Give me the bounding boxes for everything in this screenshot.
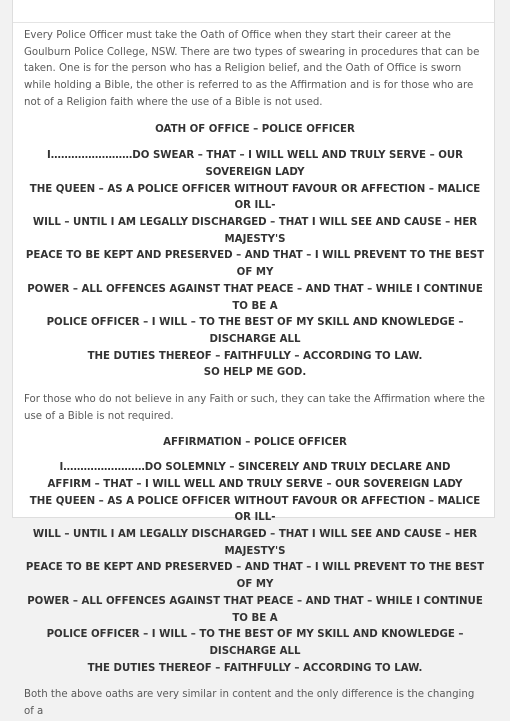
oath-line: POLICE OFFICER – I WILL – TO THE BEST OF MY SKILL AND KNOWLEDGE – DISCHARGE ALL xyxy=(46,317,464,345)
affirmation-line: WILL – UNTIL I AM LEGALLY DISCHARGED – THAT I WILL SEE AND CAUSE – HER MAJESTY'S xyxy=(32,528,478,557)
oath-line: THE DUTIES THEREOF – FAITHFULLY – ACCORDING TO LAW. xyxy=(87,350,423,362)
oath-line: PEACE TO BE KEPT AND PRESERVED – AND THAT – I WILL PREVENT TO THE BEST OF MY xyxy=(25,250,485,279)
affirmation-line: AFFIRM – THAT – I WILL WELL AND TRULY SERVE – OUR SOVEREIGN LADY xyxy=(47,478,463,490)
affirmation-intro-paragraph: For those who do not believe in any Faith or such, they can take the Affirmation where the use of a Bible is not required. xyxy=(24,394,485,422)
affirmation-line: THE DUTIES THEREOF – FAITHFULLY – ACCORDING TO LAW. xyxy=(87,662,423,674)
header-divider xyxy=(13,22,494,23)
intro-paragraph: Every Police Officer must take the Oath of Office when they start their career at the Goulburn Police College, NSW. There are two types of swearing in procedures that can be taken. One is for the person who has a Religion belief, and the Oath of Office is sworn while holding a Bible, the other is referred to as the Affirmation and is for those who are not of a Religion faith where the use of a Bible is not used. xyxy=(24,30,480,108)
oath-line: POWER – ALL OFFENCES AGAINST THAT PEACE – AND THAT – WHILE I CONTINUE TO BE A xyxy=(27,283,483,312)
affirmation-text xyxy=(24,460,486,677)
article-body xyxy=(24,28,486,721)
oath-line: WILL – UNTIL I AM LEGALLY DISCHARGED – THAT I WILL SEE AND CAUSE – HER MAJESTY'S xyxy=(32,217,478,245)
article-card xyxy=(12,0,495,718)
oath-closing-line: SO HELP ME GOD. xyxy=(203,367,307,379)
oath-text xyxy=(24,148,486,382)
closing-paragraph: Both the above oaths are very similar in content and the only difference is the changing of a xyxy=(24,689,475,718)
oath-heading: OATH OF OFFICE – POLICE OFFICER xyxy=(155,123,355,135)
affirmation-line: THE QUEEN – AS A POLICE OFFICER WITHOUT FAVOUR OR AFFECTION – MALICE OR ILL- xyxy=(29,495,481,524)
oath-line: I……………………DO SWEAR – THAT – I WILL WELL AND TRULY SERVE – OUR SOVEREIGN LADY xyxy=(47,150,463,178)
affirmation-line: POWER – ALL OFFENCES AGAINST THAT PEACE – AND THAT – WHILE I CONTINUE TO BE A xyxy=(27,595,483,624)
affirmation-line: I……………………DO SOLEMNLY – SINCERELY AND TRULY DECLARE AND xyxy=(59,462,451,474)
affirmation-line: PEACE TO BE KEPT AND PRESERVED – AND THAT – I WILL PREVENT TO THE BEST OF MY xyxy=(25,562,485,591)
affirmation-line: POLICE OFFICER – I WILL – TO THE BEST OF MY SKILL AND KNOWLEDGE – DISCHARGE ALL xyxy=(46,629,464,657)
oath-line: THE QUEEN – AS A POLICE OFFICER WITHOUT FAVOUR OR AFFECTION – MALICE OR ILL- xyxy=(29,183,481,212)
affirmation-heading: AFFIRMATION – POLICE OFFICER xyxy=(163,437,347,449)
